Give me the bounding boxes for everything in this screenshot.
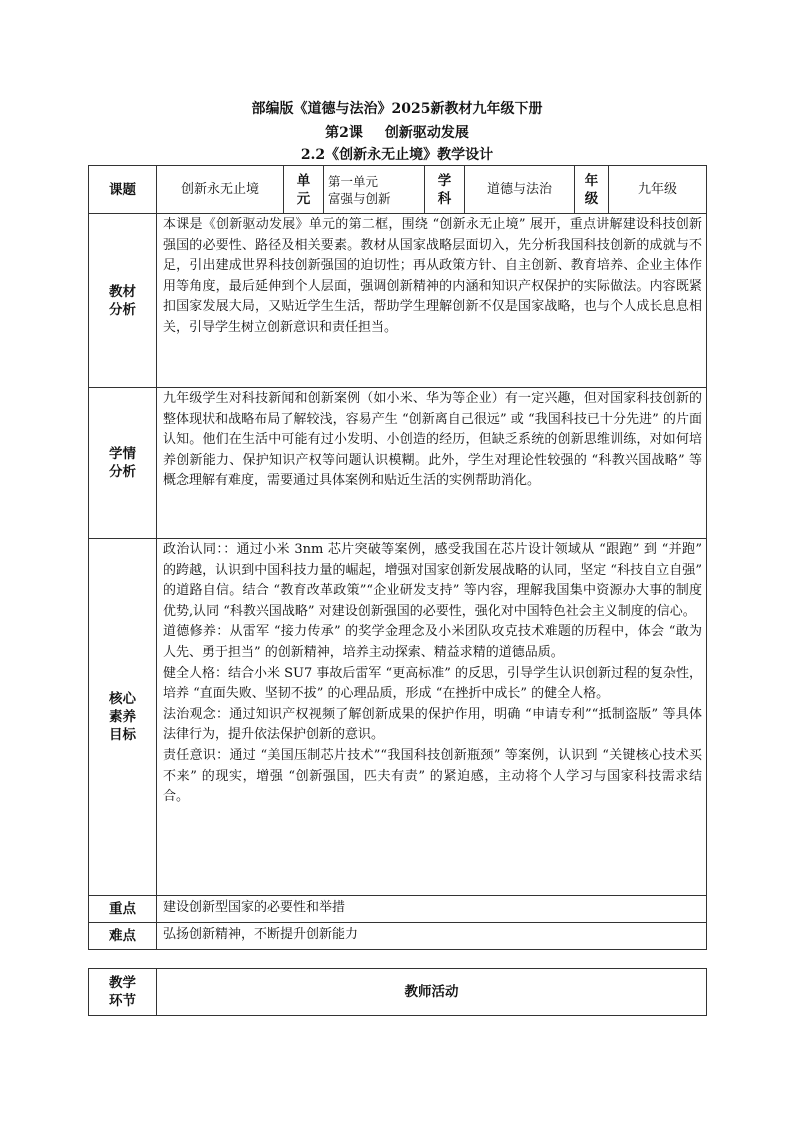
learner-analysis-row [89, 388, 707, 539]
document-title: 部编版《道德与法治》2025新教材九年级下册 [251, 101, 543, 117]
textbook-analysis-text: 本课是《创新驱动发展》单元的第二框，围绕 “创新永无止境” 展开，重点讲解建设科技创新强国的必要性、路径及相关要素。教材从国家战略层面切入，先分析我国科技创新的成就与不足，引出建成世界科技创新强国的迫切性；再从政策方针、自主创新、教育培养、企业主体作用等角度，最后延伸到个人层面，强调创新精神的内涵和知识产权保护的实际做法。内容既紧扣国家发展大局，又贴近学生生活，帮助学生理解创新不仅是国家战略，也与个人成长息息相关，引导学生树立创新意识和责任担当。 [157, 214, 707, 388]
difficult-point-label: 难点 [89, 923, 157, 950]
grade-label: 年级 [575, 166, 609, 214]
unit-value-line-1: 第一单元 [328, 173, 379, 189]
teaching-stage-label: 教学环节 [89, 969, 157, 1016]
topic-label: 课题 [89, 166, 157, 214]
section-title: 2.2《创新永无止境》教学设计 [300, 147, 494, 163]
lesson-heading [0, 124, 794, 142]
lesson-number: 第2课 [325, 125, 363, 141]
learner-analysis-text: 九年级学生对科技新闻和创新案例（如小米、华为等企业）有一定兴趣，但对国家科技创新的整体现状和战略布局了解较浅，容易产生 “创新离自己很远” 或 “我国科技已十分先进” 的片面认知。他们在生活中可能有过小发明、小创造的经历，但缺乏系统的创新思维训练，对如何培养创新能力、保护知识产权等问题认识模糊。此外，学生对理论性较强的 “科教兴国战略” 等概念理解有难度，需要通过具体案例和贴近生活的实例帮助消化。 [157, 388, 707, 539]
teaching-process-header-row [89, 969, 707, 1016]
responsibility-paragraph: 责任意识：通过 “美国压制芯片技术”“我国科技创新瓶颈” 等案例，认识到 “关键核心技术买不来” 的现实，增强 “创新强国，匹夫有责” 的紧迫感，主动将个人学习与国家科技需求结合。 [163, 747, 702, 805]
subject-label: 学科 [425, 166, 465, 214]
difficult-point-row [89, 923, 707, 950]
learner-analysis-label: 学情分析 [89, 388, 157, 539]
textbook-analysis-row [89, 214, 707, 388]
unit-value [324, 166, 425, 214]
key-point-label: 重点 [89, 896, 157, 923]
teacher-activity-label: 教师活动 [157, 969, 707, 1016]
core-literacy-text [157, 539, 707, 896]
core-literacy-label: 核心素养目标 [89, 539, 157, 896]
subject-value: 道德与法治 [465, 166, 575, 214]
topic-value: 创新永无止境 [157, 166, 284, 214]
difficult-point-text: 弘扬创新精神，不断提升创新能力 [157, 923, 707, 950]
unit-label: 单元 [284, 166, 324, 214]
grade-value: 九年级 [609, 166, 707, 214]
textbook-analysis-label: 教材分析 [89, 214, 157, 388]
rule-of-law-paragraph: 法治观念：通过知识产权视频了解创新成果的保护作用，明确 “申请专利”“抵制盗版” 等具体法律行为，提升依法保护创新的意识。 [163, 706, 702, 743]
core-literacy-row [89, 539, 707, 896]
key-point-row [89, 896, 707, 923]
teaching-process-table [88, 968, 707, 1016]
lesson-plan-table [88, 165, 707, 950]
moral-cultivation-paragraph: 道德修养：从雷军 “接力传承” 的奖学金理念及小米团队攻克技术难题的历程中，体会 “敢为人先、勇于担当” 的创新精神，培养主动探索、精益求精的道德品质。 [163, 624, 702, 660]
political-identity-paragraph: 政治认同：：通过小米 3nm 芯片突破等案例，感受我国在芯片设计领域从 “跟跑” 到 “并跑” 的跨越，认识到中国科技力量的崛起，增强对国家创新发展战略的认同，坚定 “科技自立自强” 的道路自信。结合 “教育改革政策”“企业研发支持” 等内容，理解我国集中资源办大事的制度优势,认同 “科教兴国战略” 对建设创新强国的必要性，强化对中国特色社会主义制度的信心。 [163, 542, 702, 619]
key-point-text: 建设创新型国家的必要性和举措 [157, 896, 707, 923]
lesson-title: 创新驱动发展 [384, 125, 469, 141]
unit-value-line-2: 富强与创新 [328, 190, 391, 206]
info-row [89, 166, 707, 214]
sound-personality-paragraph: 健全人格：结合小米 SU7 事故后雷军 “更高标准” 的反思，引导学生认识创新过程的复杂性，培养 “直面失败、坚韧不拔” 的心理品质，形成 “在挫折中成长” 的健全人格。 [163, 665, 702, 702]
